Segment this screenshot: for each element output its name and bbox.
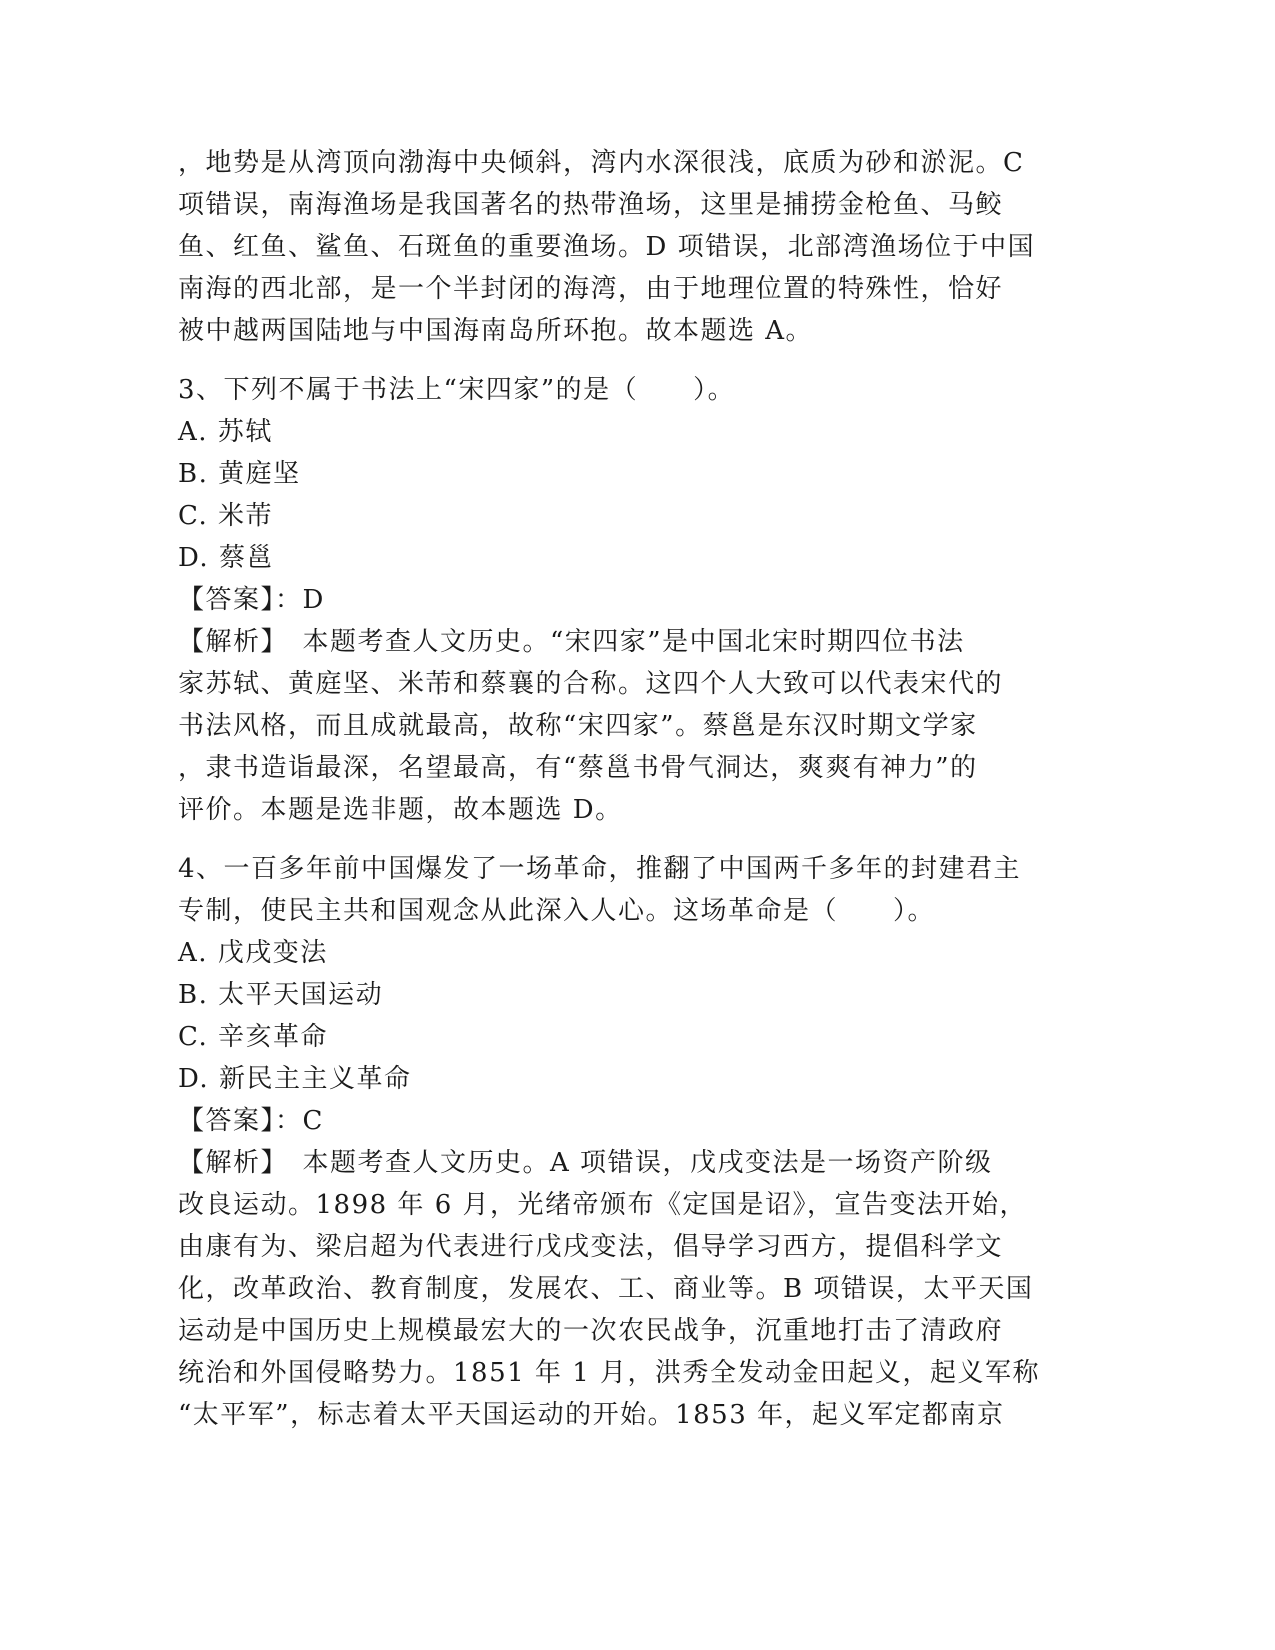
question-4-analysis-line: 化，改革政治、教育制度，发展农、工、商业等。B 项错误，太平天国 [178, 1274, 1034, 1304]
question-3-answer: 【答案】：D [178, 585, 325, 615]
question-3-stem: 3、下列不属于书法上“宋四家”的是（ ）。 [178, 375, 736, 405]
question-4-analysis-line: 【解析】 本题考查人文历史。A 项错误，戊戌变法是一场资产阶级 [178, 1148, 993, 1178]
question-4-option-a: A. 戊戌变法 [178, 938, 328, 968]
text-line: ，地势是从湾顶向渤海中央倾斜，湾内水深很浅，底质为砂和淤泥。C [178, 148, 1025, 178]
question-4-analysis-line: “太平军”，标志着太平天国运动的开始。1853 年，起义军定都南京 [178, 1400, 1005, 1430]
question-3-option-c: C. 米芾 [178, 501, 273, 531]
question-3 [178, 369, 1058, 831]
text-line: 项错误，南海渔场是我国著名的热带渔场，这里是捕捞金枪鱼、马鲛 [178, 190, 1004, 220]
question-3-analysis-line: 【解析】 本题考查人文历史。“宋四家”是中国北宋时期四位书法 [178, 627, 965, 657]
text-line: 被中越两国陆地与中国海南岛所环抱。故本题选 A。 [178, 316, 814, 346]
question-4-option-b: B. 太平天国运动 [178, 980, 384, 1010]
question-4-option-d: D. 新民主主义革命 [178, 1064, 412, 1094]
question-4-analysis-line: 由康有为、梁启超为代表进行戊戌变法，倡导学习西方，提倡科学文 [178, 1232, 1004, 1262]
question-3-analysis-line: ，隶书造诣最深，名望最高，有“蔡邕书骨气洞达，爽爽有神力”的 [178, 753, 978, 783]
question-4-answer: 【答案】：C [178, 1106, 324, 1136]
question-3-analysis-line: 家苏轼、黄庭坚、米芾和蔡襄的合称。这四个人大致可以代表宋代的 [178, 669, 1004, 699]
question-3-analysis-line: 书法风格，而且成就最高，故称“宋四家”。蔡邕是东汉时期文学家 [178, 711, 978, 741]
question-4-option-c: C. 辛亥革命 [178, 1022, 328, 1052]
document-page [178, 142, 1058, 1436]
question-4-stem: 4、一百多年前中国爆发了一场革命，推翻了中国两千多年的封建君主 [178, 854, 1022, 884]
previous-analysis-continuation [178, 142, 1058, 352]
question-3-option-a: A. 苏轼 [178, 417, 273, 447]
question-4-analysis-line: 统治和外国侵略势力。1851 年 1 月，洪秀全发动金田起义，起义军称 [178, 1358, 1041, 1388]
question-4-analysis-line: 改良运动。1898 年 6 月，光绪帝颁布《定国是诏》，宣告变法开始， [178, 1190, 1028, 1220]
question-3-analysis-line: 评价。本题是选非题，故本题选 D。 [178, 795, 623, 825]
text-line: 南海的西北部，是一个半封闭的海湾，由于地理位置的特殊性，恰好 [178, 274, 1004, 304]
question-3-option-b: B. 黄庭坚 [178, 459, 301, 489]
question-3-option-d: D. 蔡邕 [178, 543, 274, 573]
question-4 [178, 848, 1058, 1436]
question-4-analysis-line: 运动是中国历史上规模最宏大的一次农民战争，沉重地打击了清政府 [178, 1316, 1004, 1346]
text-line: 鱼、红鱼、鲨鱼、石斑鱼的重要渔场。D 项错误，北部湾渔场位于中国 [178, 232, 1036, 262]
question-4-stem: 专制，使民主共和国观念从此深入人心。这场革命是（ ）。 [178, 896, 936, 926]
